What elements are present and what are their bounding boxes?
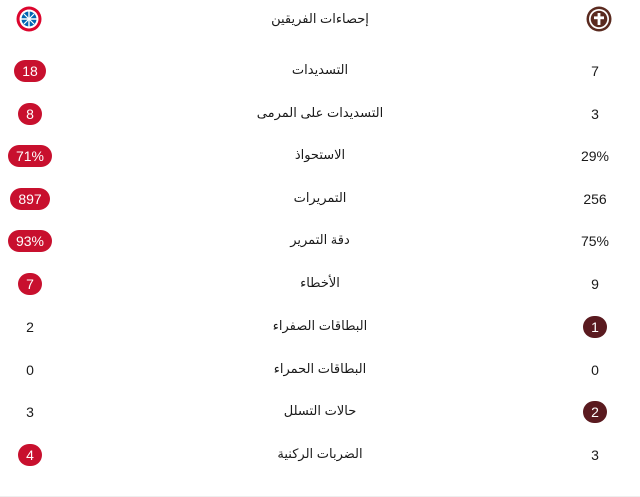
stats-header <box>0 0 640 38</box>
stat-row <box>0 91 640 135</box>
right-team-value <box>565 91 625 135</box>
right-value-text: 7 <box>591 63 599 80</box>
left-value-text: 3 <box>26 404 34 421</box>
right-team-value <box>565 304 625 348</box>
left-value-badge: 897 <box>10 188 49 210</box>
stat-row <box>0 133 640 177</box>
stat-label: البطاقات الصفراء <box>272 318 368 333</box>
right-value-text: 3 <box>591 447 599 464</box>
left-value-badge: 7 <box>18 273 42 295</box>
left-value-text: 2 <box>26 319 34 336</box>
stat-label: الاستحواذ <box>294 147 346 162</box>
left-value-badge: 93% <box>8 230 52 252</box>
right-team-value <box>565 176 625 220</box>
right-value-text: 29% <box>580 148 610 165</box>
st-pauli-crest-icon <box>586 6 612 32</box>
right-value-text: 9 <box>591 276 599 293</box>
stat-row <box>0 176 640 220</box>
stat-row <box>0 389 640 433</box>
stat-label: البطاقات الحمراء <box>273 361 367 376</box>
left-value-badge: 18 <box>14 60 46 82</box>
right-team-value <box>565 261 625 305</box>
stat-label: التمريرات <box>293 190 347 205</box>
page-title: إحصاءات الفريقين <box>271 11 369 26</box>
left-value-badge: 4 <box>18 444 42 466</box>
left-value-badge: 71% <box>8 145 52 167</box>
left-value-text: 0 <box>26 362 34 379</box>
right-value-text: 0 <box>591 362 599 379</box>
right-value-text: 75% <box>580 233 610 250</box>
stat-label: الأخطاء <box>300 275 340 290</box>
right-team-value <box>565 218 625 262</box>
stat-label: حالات التسلل <box>283 403 357 418</box>
stat-row <box>0 347 640 391</box>
left-value-badge: 8 <box>18 103 42 125</box>
stat-row <box>0 261 640 305</box>
stat-label: التسديدات <box>291 62 349 77</box>
stat-row <box>0 304 640 348</box>
stat-label: الضربات الركنية <box>277 446 363 461</box>
right-value-text: 3 <box>591 106 599 123</box>
right-team-value <box>565 133 625 177</box>
stat-row <box>0 48 640 92</box>
right-team-value <box>565 389 625 433</box>
right-value-badge: 2 <box>583 401 607 423</box>
right-team-value <box>565 432 625 476</box>
right-team-value <box>565 48 625 92</box>
stat-row <box>0 218 640 262</box>
right-value-badge: 1 <box>583 316 607 338</box>
stat-row <box>0 432 640 476</box>
right-team-value <box>565 347 625 391</box>
stat-label: دقة التمرير <box>290 232 350 247</box>
right-value-text: 256 <box>583 191 607 208</box>
stat-label: التسديدات على المرمى <box>256 105 384 120</box>
